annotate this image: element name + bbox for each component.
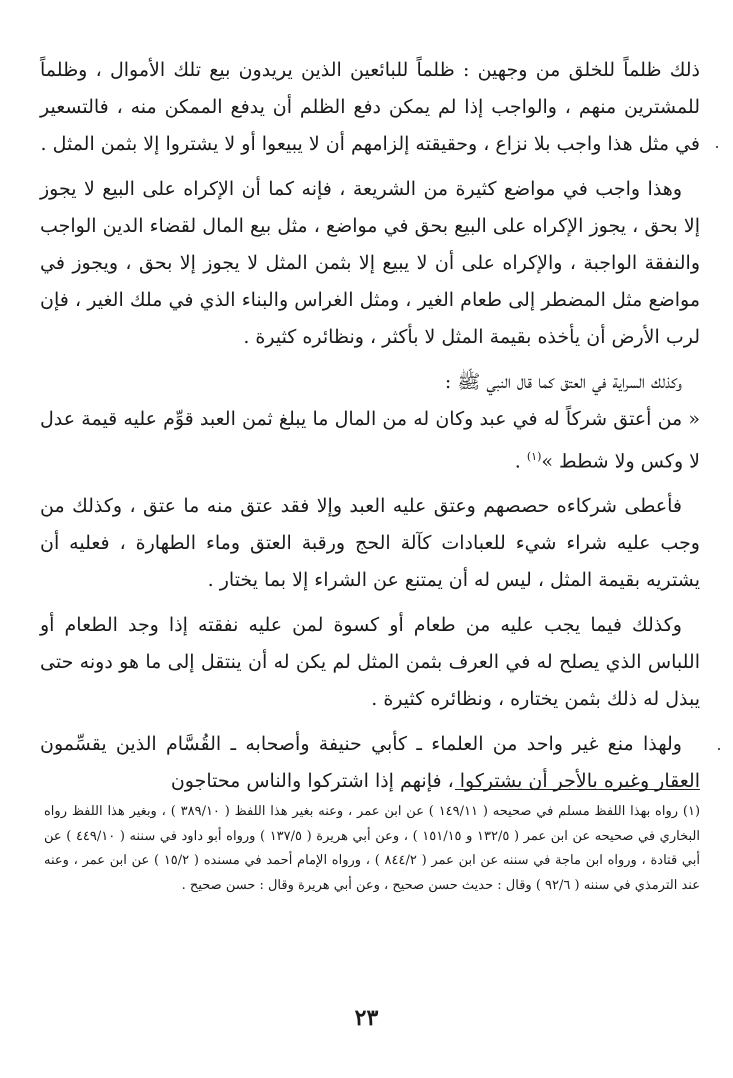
- paragraph-2: وهذا واجب في مواضع كثيرة من الشريعة ، فإنه كما أن الإكراه على البيع لا يجوز إلا بحق ، يجوز الإكراه على البيع بحق في مواضع ، مثل بيع المال لقضاء الدين الواجب والنفقة الواجبة ، والإكراه على أن لا يبيع إلا بثمن المثل لا يجوز إلا بحق ، ويجوز في مواضع مثل المضطر إلى طعام الغير ، ومثل الغراس والبناء الذي في ملك الغير ، فإن لرب الأرض أن يأخذه بقيمة المثل لا بأكثر ، ونظائره كثيرة .: [40, 178, 700, 348]
- page-number: ٢٣: [354, 1005, 379, 1031]
- scan-speck: [718, 748, 720, 750]
- paragraph-4: فأعطى شركاءه حصصهم وعتق عليه العبد وإلا فقد عتق منه ما عتق ، وكذلك من وجب عليه شراء شيء للعبادات كآلة الحج ورقبة العتق وماء الطهارة ، فعليه أن يشتريه بقيمة المثل ، ليس له أن يمتنع عن الشراء إلا بما يختار .: [40, 495, 700, 592]
- paragraph-6: ولهذا منع غير واحد من العلماء ـ كأبي حنيفة وأصحابه ـ القُسَّام الذين يقسِّمون العقار وغيره بالأجر أن يشتركوا ، فإنهم إذا اشتركوا والناس محتاجون: [40, 733, 700, 793]
- footnote-1: (١) رواه بهذا اللفظ مسلم في صحيحه ( ١٤٩/١١ ) عن ابن عمر ، وعنه بغير هذا اللفظ ( ٣٨٩/١٠ ) ، وبغير هذا اللفظ رواه البخاري في صحيحه عن ابن عمر ( ١٣٢/٥ و ١٥١/١٥ ) ، وعن أبي هريرة ( ١٣٧/٥ ) ورواه أبو داود في سننه ( ٤٤٩/١٠ ) عن أبي قتادة ، ورواه ابن ماجة في سننه عن ابن عمر ( ٨٤٤/٢ ) ، ورواه الإمام أحمد في مسنده ( ١٥/٢ ) عن ابن عمر ، وعنه عند الترمذي في سننه ( ٩٢/٦ ) وقال : حديث حسن صحيح ، وعن أبي هريرة وقال : حسن صحيح .: [44, 804, 701, 893]
- scan-speck: [716, 146, 718, 148]
- footnote-divider: [455, 789, 700, 790]
- hadith-text: « من أعتق شركاً له في عبد وكان له من المال ما يبلغ ثمن العبد قوِّم عليه قيمة عدل لا وكس ولا شطط »: [40, 408, 700, 473]
- footnotes: [44, 800, 700, 898]
- main-text: [40, 52, 700, 808]
- paragraph-1: ذلك ظلماً للخلق من وجهين : ظلماً للبائعين الذين يريدون بيع تلك الأموال ، وظلماً للمشترين منهم ، والواجب إذا لم يمكن دفع الظلم أن يدفع الممكن منه ، فالتسعير في مثل هذا واجب بلا نزاع ، وحقيقته إلزامهم أن لا يبيعوا أو لا يشتروا إلا بثمن المثل .: [40, 59, 700, 155]
- hadith-quote: « من أعتق شركاً له في عبد وكان له من المال ما يبلغ ثمن العبد قوِّم عليه قيمة عدل لا وكس ولا شطط »$^{(١)}$ .: [40, 408, 700, 473]
- paragraph-3: وكذلك السراية في العتق كما قال النبي ﷺ :: [444, 371, 682, 393]
- paragraph-5: وكذلك فيما يجب عليه من طعام أو كسوة لمن عليه نفقته إذا وجد الطعام أو اللباس الذي يصلح له في العرف بثمن المثل لم يكن له أن ينتقل إلى ما هو دونه حتى يبذل له ذلك بثمن يختاره ، ونظائره كثيرة .: [40, 614, 700, 711]
- footnote-ref: (١): [526, 450, 542, 463]
